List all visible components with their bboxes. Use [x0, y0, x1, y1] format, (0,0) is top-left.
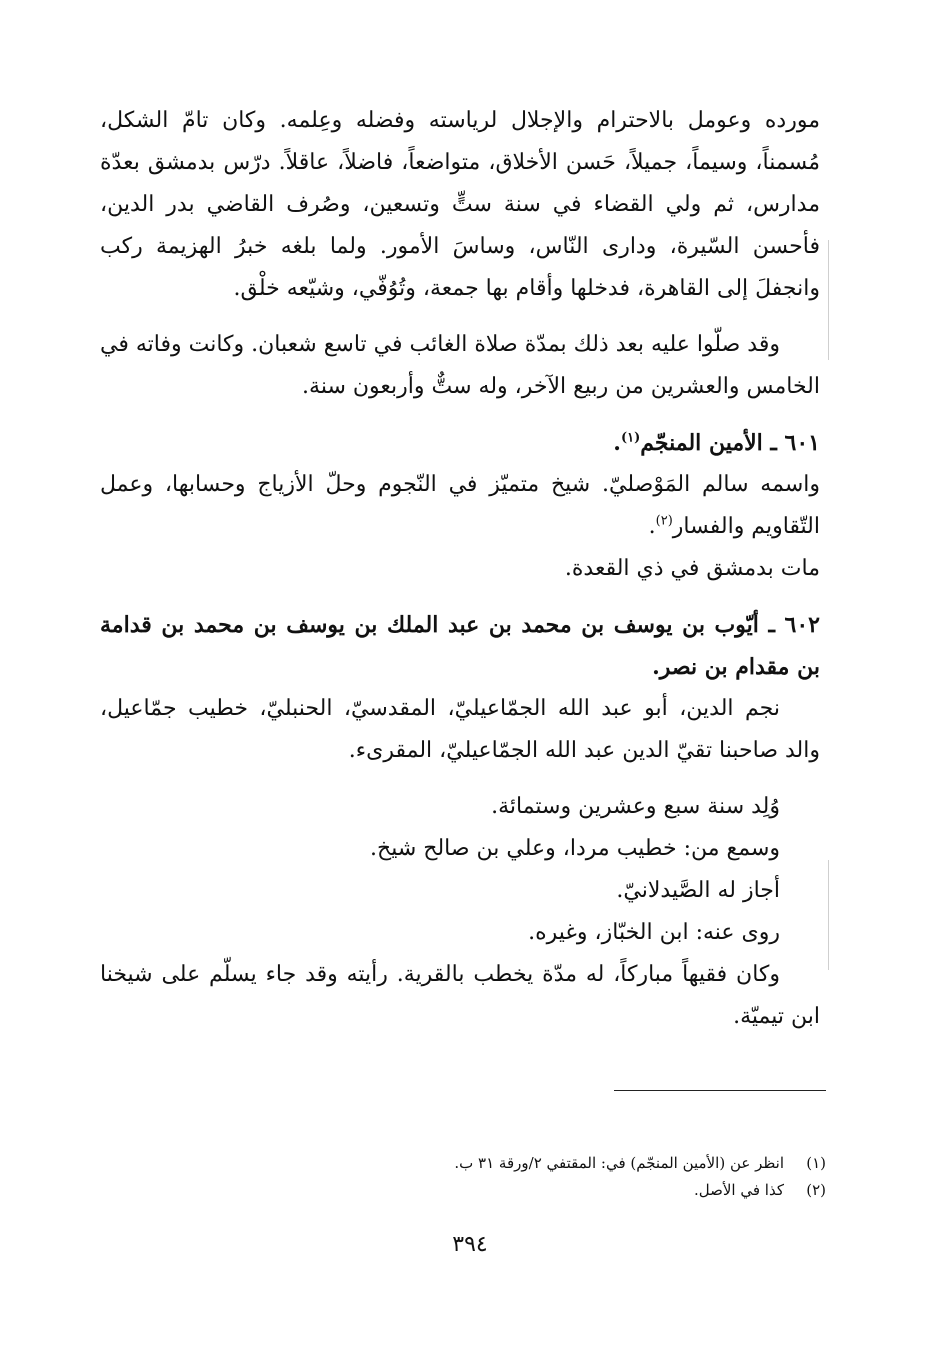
footnote-number: (٢)	[806, 1181, 826, 1199]
margin-line	[828, 860, 829, 970]
entry-602-born: وُلِد سنة سبع وعشرين وستمائة.	[491, 794, 780, 819]
entry-602-licensed: أجاز له الصَّيدلانيّ.	[616, 878, 780, 903]
footnote-ref-1: (١)	[620, 430, 641, 446]
entry-601-heading-text: ٦٠١ ـ الأمين المنجّم	[640, 430, 820, 456]
entry-602-heard: وسمع من: خطيب مردا، وعلي بن صالح شيخ.	[370, 836, 780, 861]
page-body	[100, 100, 820, 1038]
page-number: ٣٩٤	[452, 1232, 488, 1257]
entry-601-death: مات بدمشق في ذي القعدة.	[564, 556, 820, 581]
entry-601-heading	[100, 422, 820, 464]
entry-601-text	[100, 464, 820, 548]
footnote-separator	[614, 1090, 826, 1091]
entry-601-heading-end: .	[613, 430, 621, 456]
entry-601-text-body: واسمه سالم المَوْصليّ. شيخ متميّز في النّجوم وحلّ الأزياج وحسابها، وعمل التّقاويم والفسار	[100, 472, 820, 539]
entry-602-heading: ٦٠٢ ـ أيّوب بن يوسف بن محمد بن عبد الملك بن يوسف بن محمد بن قدامة بن مقدام بن نصر.	[100, 612, 820, 680]
footnote-ref-2: (٢)	[655, 513, 673, 529]
footnote-2	[126, 1177, 826, 1204]
footnote-text: انظر عن (الأمين المنجّم) في: المقتفي ٢/ورقة ٣١ ب.	[454, 1154, 784, 1172]
footnote-number: (١)	[806, 1154, 826, 1172]
entry-602-character: وكان فقيهاً مباركاً، له مدّة يخطب بالقرية. رأيته وقد جاء يسلّم على شيخنا ابن تيميّة.	[100, 962, 820, 1029]
paragraph-2: وقد صلّوا عليه بعد ذلك بمدّة صلاة الغائب في تاسع شعبان. وكانت وفاته في الخامس والعشرين من ربيع الآخر، وله ستٌّ وأربعون سنة.	[100, 332, 820, 399]
footnotes	[126, 1150, 826, 1204]
footnote-text: كذا في الأصل.	[694, 1181, 784, 1199]
margin-line	[828, 240, 829, 360]
paragraph-1: مورده وعومل بالاحترام والإجلال لرياسته وفضله وعِلمه. وكان تامّ الشكل، مُسمناً، وسيماً، جميلاً، حَسن الأخلاق، متواضعاً، فاضلاً، عاقلاً. درّس بدمشق بعدّة مدارس، ثم ولي القضاء في سنة ستٍّ وتسعين، وصُرف القاضي بدر الدين، فأحسن السّيرة، وداری النّاس، وساسَ الأمور. ولما بلغه خبرُ الهزيمة ركب وانجفلَ إلى القاهرة، فدخلها وأقام بها جمعة، وتُوُفّي، وشيّعه خلْق.	[100, 108, 820, 301]
footnote-1	[126, 1150, 826, 1177]
entry-601-text-end: .	[648, 514, 656, 539]
entry-602-narrated: روى عنه: ابن الخبّاز، وغيره.	[528, 920, 780, 945]
entry-602-desc: نجم الدين، أبو عبد الله الجمّاعيليّ، المقدسيّ، الحنبليّ، خطيب جمّاعيل، والد صاحبنا تقيّ الدين عبد الله الجمّاعيليّ، المقرىء.	[100, 696, 820, 763]
